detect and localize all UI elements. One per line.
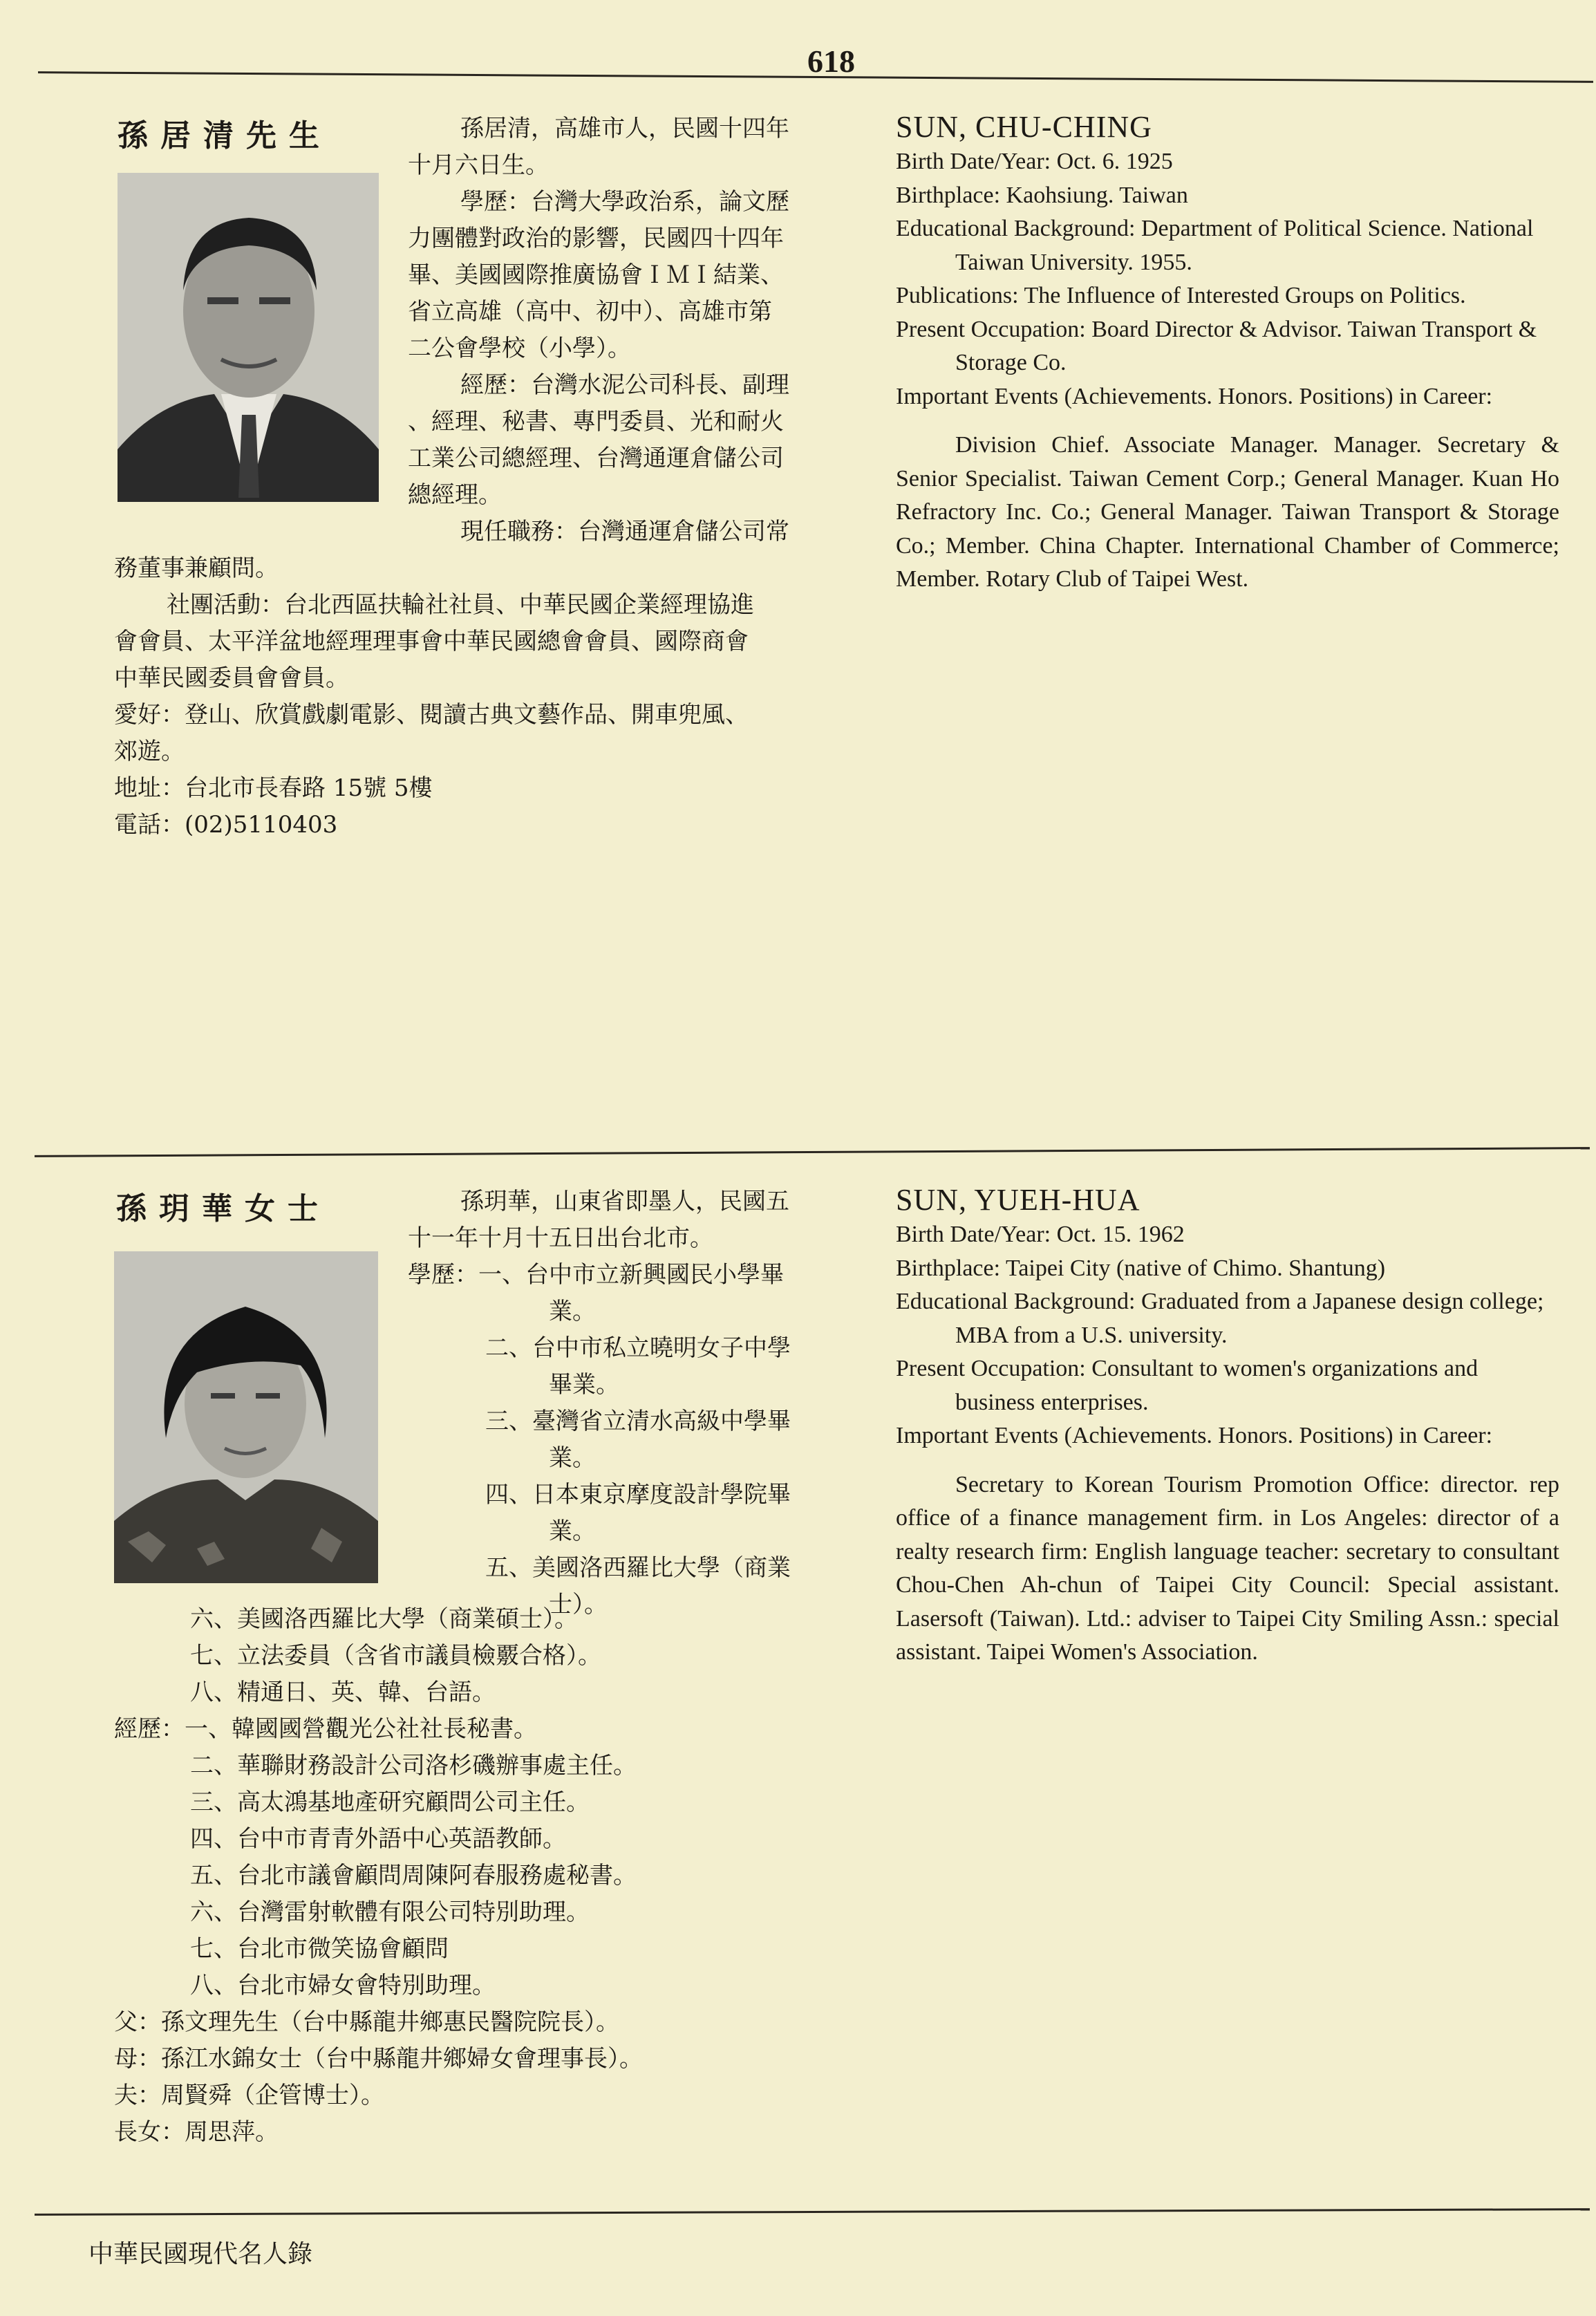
entry2-cn-line: 二、台中市私立曉明女子中學 [485,1334,791,1362]
entry1-cn-line: 孫居清，高雄市人，民國十四年 [460,115,789,142]
entry2-cn-line: 業。 [549,1517,596,1545]
entry2-en-column [896,1218,1559,1670]
entry1-en-line: Birthplace: Kaohsiung. Taiwan [896,182,1188,208]
entry2-cn-line: 五、美國洛西羅比大學（商業 [485,1554,791,1582]
entry2-cn-full-line: 父：孫文理先生（台中縣龍井鄉惠民醫院院長）。 [114,2008,619,2036]
entry2-cn-full-line: 五、台北市議會顧問周陳阿春服務處秘書。 [190,1862,637,1889]
entry2-cn-full-line: 六、美國洛西羅比大學（商業碩士）。 [190,1605,578,1633]
entry1-cn-line: 力團體對政治的影響，民國四十四年 [408,225,784,252]
entry2-cn-full-line: 長女：周思萍。 [114,2118,279,2146]
entry1-cn-full-line: 社團活動：台北西區扶輪社社員、中華民國企業經理協進 [167,591,754,619]
entry1-cn-line: 畢、美國國際推廣協會ＩＭＩ結業、 [408,261,784,289]
entry1-cn-line: 、經理、秘書、專門委員、光和耐火 [408,408,784,436]
entry2-cn-column [408,1184,850,1623]
entry2-cn-full-line: 經歷：一、韓國國營觀光公社社長秘書。 [114,1715,537,1743]
entry1-portrait [118,173,379,502]
entry2-cn-line: 業。 [549,1298,596,1325]
entry2-en-line: Birthplace: Taipei City (native of Chimo. Shantung) [896,1255,1386,1281]
entry2-cn-full-line: 三、高太鴻基地產研究顧問公司主任。 [190,1789,590,1816]
entry1-cn-full-line: 中華民國委員會會員。 [114,664,349,692]
entry2-en-line: Birth Date/Year: Oct. 15. 1962 [896,1222,1185,1247]
entry1-cn-full-line: 會會員、太平洋盆地經理理事會中華民國總會會員、國際商會 [114,628,749,655]
entry1-cn-line: 學歷：台灣大學政治系，論文歷 [460,188,789,216]
entry1-cn-full-line: 電話：(02)5110403 [114,811,338,839]
entry2-cn-name: 孫玥華女士 [116,1191,330,1226]
entry1-en-column [896,145,1559,597]
entry1-en-line: Educational Background: Department of Political Science. National Taiwan University. 1955. [896,216,1534,275]
entry1-cn-line: 經歷：台灣水泥公司科長、副理 [460,371,789,399]
entry2-cn-line: 學歷：一、台中市立新興國民小學畢 [408,1261,784,1289]
entry2-cn-full-line: 七、立法委員（含省市議員檢覈合格）。 [190,1642,601,1670]
entry1-cn-full [114,550,874,843]
entry1-cn-full-line: 愛好：登山、欣賞戲劇電影、閱讀古典文藝作品、開車兜風、 [114,701,749,729]
entry2-cn-line: 畢業。 [549,1371,619,1399]
entry1-en-line: Publications: The Influence of Interested Groups on Politics. [896,283,1466,308]
entry1-en-line: Division Chief. Associate Manager. Manager. Secretary & Senior Specialist. Taiwan Cement Corp.; General Manager. Kuan Ho Refractory Inc. Co.; General Manager. Taiwan Transport & Storage Co.; Member. China Chapter. International Chamber of Commerce; Member. Rotary Club of Taipei West. [896,432,1559,592]
entry1-cn-line: 省立高雄（高中、初中）、高雄市第 [408,298,772,326]
entry2-en-name: SUN, YUEH-HUA [896,1183,1140,1217]
entry2-cn-full-line: 八、台北市婦女會特別助理。 [190,1972,496,1999]
entry2-portrait [114,1251,378,1583]
entry1-cn-line: 現任職務：台灣通運倉儲公司常 [460,518,789,545]
entry1-en-line: Important Events (Achievements. Honors. Positions) in Career: [896,383,1493,409]
entry2-en-line: Educational Background: Graduated from a Japanese design college; MBA from a U.S. university. [896,1289,1544,1348]
entry2-cn-line: 十一年十月十五日出台北市。 [408,1224,713,1252]
entry2-en-line: Important Events (Achievements. Honors. Positions) in Career: [896,1423,1493,1448]
entry-separator-rule [35,1147,1590,1157]
entry2-cn-full-line: 母：孫江水錦女士（台中縣龍井鄉婦女會理事長）。 [114,2045,643,2073]
entry2-cn-line: 士）。 [549,1591,608,1618]
entry2-cn-full-line: 夫：周賢舜（企管博士）。 [114,2082,384,2109]
entry2-cn-full-line: 六、台灣雷射軟體有限公司特別助理。 [190,1898,590,1926]
entry1-cn-full-line: 務董事兼顧問。 [114,554,279,582]
entry1-en-line: Present Occupation: Board Director & Advisor. Taiwan Transport & Storage Co. [896,316,1537,375]
entry1-cn-full-line: 郊遊。 [114,738,185,765]
entry2-cn-full-line: 四、台中市青青外語中心英語教師。 [190,1825,566,1853]
footer-rule [35,2208,1590,2216]
entry1-cn-name: 孫居清先生 [118,118,332,153]
entry2-en-line: Present Occupation: Consultant to women's organizations and business enterprises. [896,1356,1478,1415]
entry1-cn-column [408,111,836,550]
entry2-cn-line: 業。 [549,1444,596,1472]
entry1-en-name: SUN, CHU-CHING [896,110,1152,144]
entry1-en-line: Birth Date/Year: Oct. 6. 1925 [896,149,1173,174]
entry1-cn-line: 二公會學校（小學）。 [408,335,631,362]
entry2-cn-full [114,1601,874,2151]
entry1-cn-full-line: 地址：台北市長春路 15號 5樓 [114,774,433,802]
entry2-cn-line: 三、臺灣省立清水高級中學畢 [485,1408,791,1435]
entry2-en-line: Secretary to Korean Tourism Promotion Office: director. rep office of a finance management firm. in Los Angeles: director of a realty research firm: English language teacher: secretary to consultant Chou-Chen Ah-chun of Taipei City Council: Special assistant. Lasersoft (Taiwan). Ltd.: adviser to Taipei City Smiling Assn.: special assistant. Taipei Women's Association. [896,1471,1559,1665]
page-number: 618 [807,44,855,79]
entry2-cn-line: 四、日本東京摩度設計學院畢 [485,1481,791,1509]
entry2-cn-full-line: 七、台北市微笑協會顧問 [190,1935,449,1963]
entry2-cn-line: 孫玥華，山東省即墨人，民國五 [460,1188,789,1215]
entry2-cn-full-line: 二、華聯財務設計公司洛杉磯辦事處主任。 [190,1752,637,1780]
entry1-cn-line: 總經理。 [408,481,502,509]
entry1-cn-line: 工業公司總經理、台灣通運倉儲公司 [408,445,784,472]
entry1-cn-line: 十月六日生。 [408,151,549,179]
entry2-cn-full-line: 八、精通日、英、韓、台語。 [190,1679,496,1706]
book-title-footer: 中華民國現代名人錄 [88,2240,313,2268]
